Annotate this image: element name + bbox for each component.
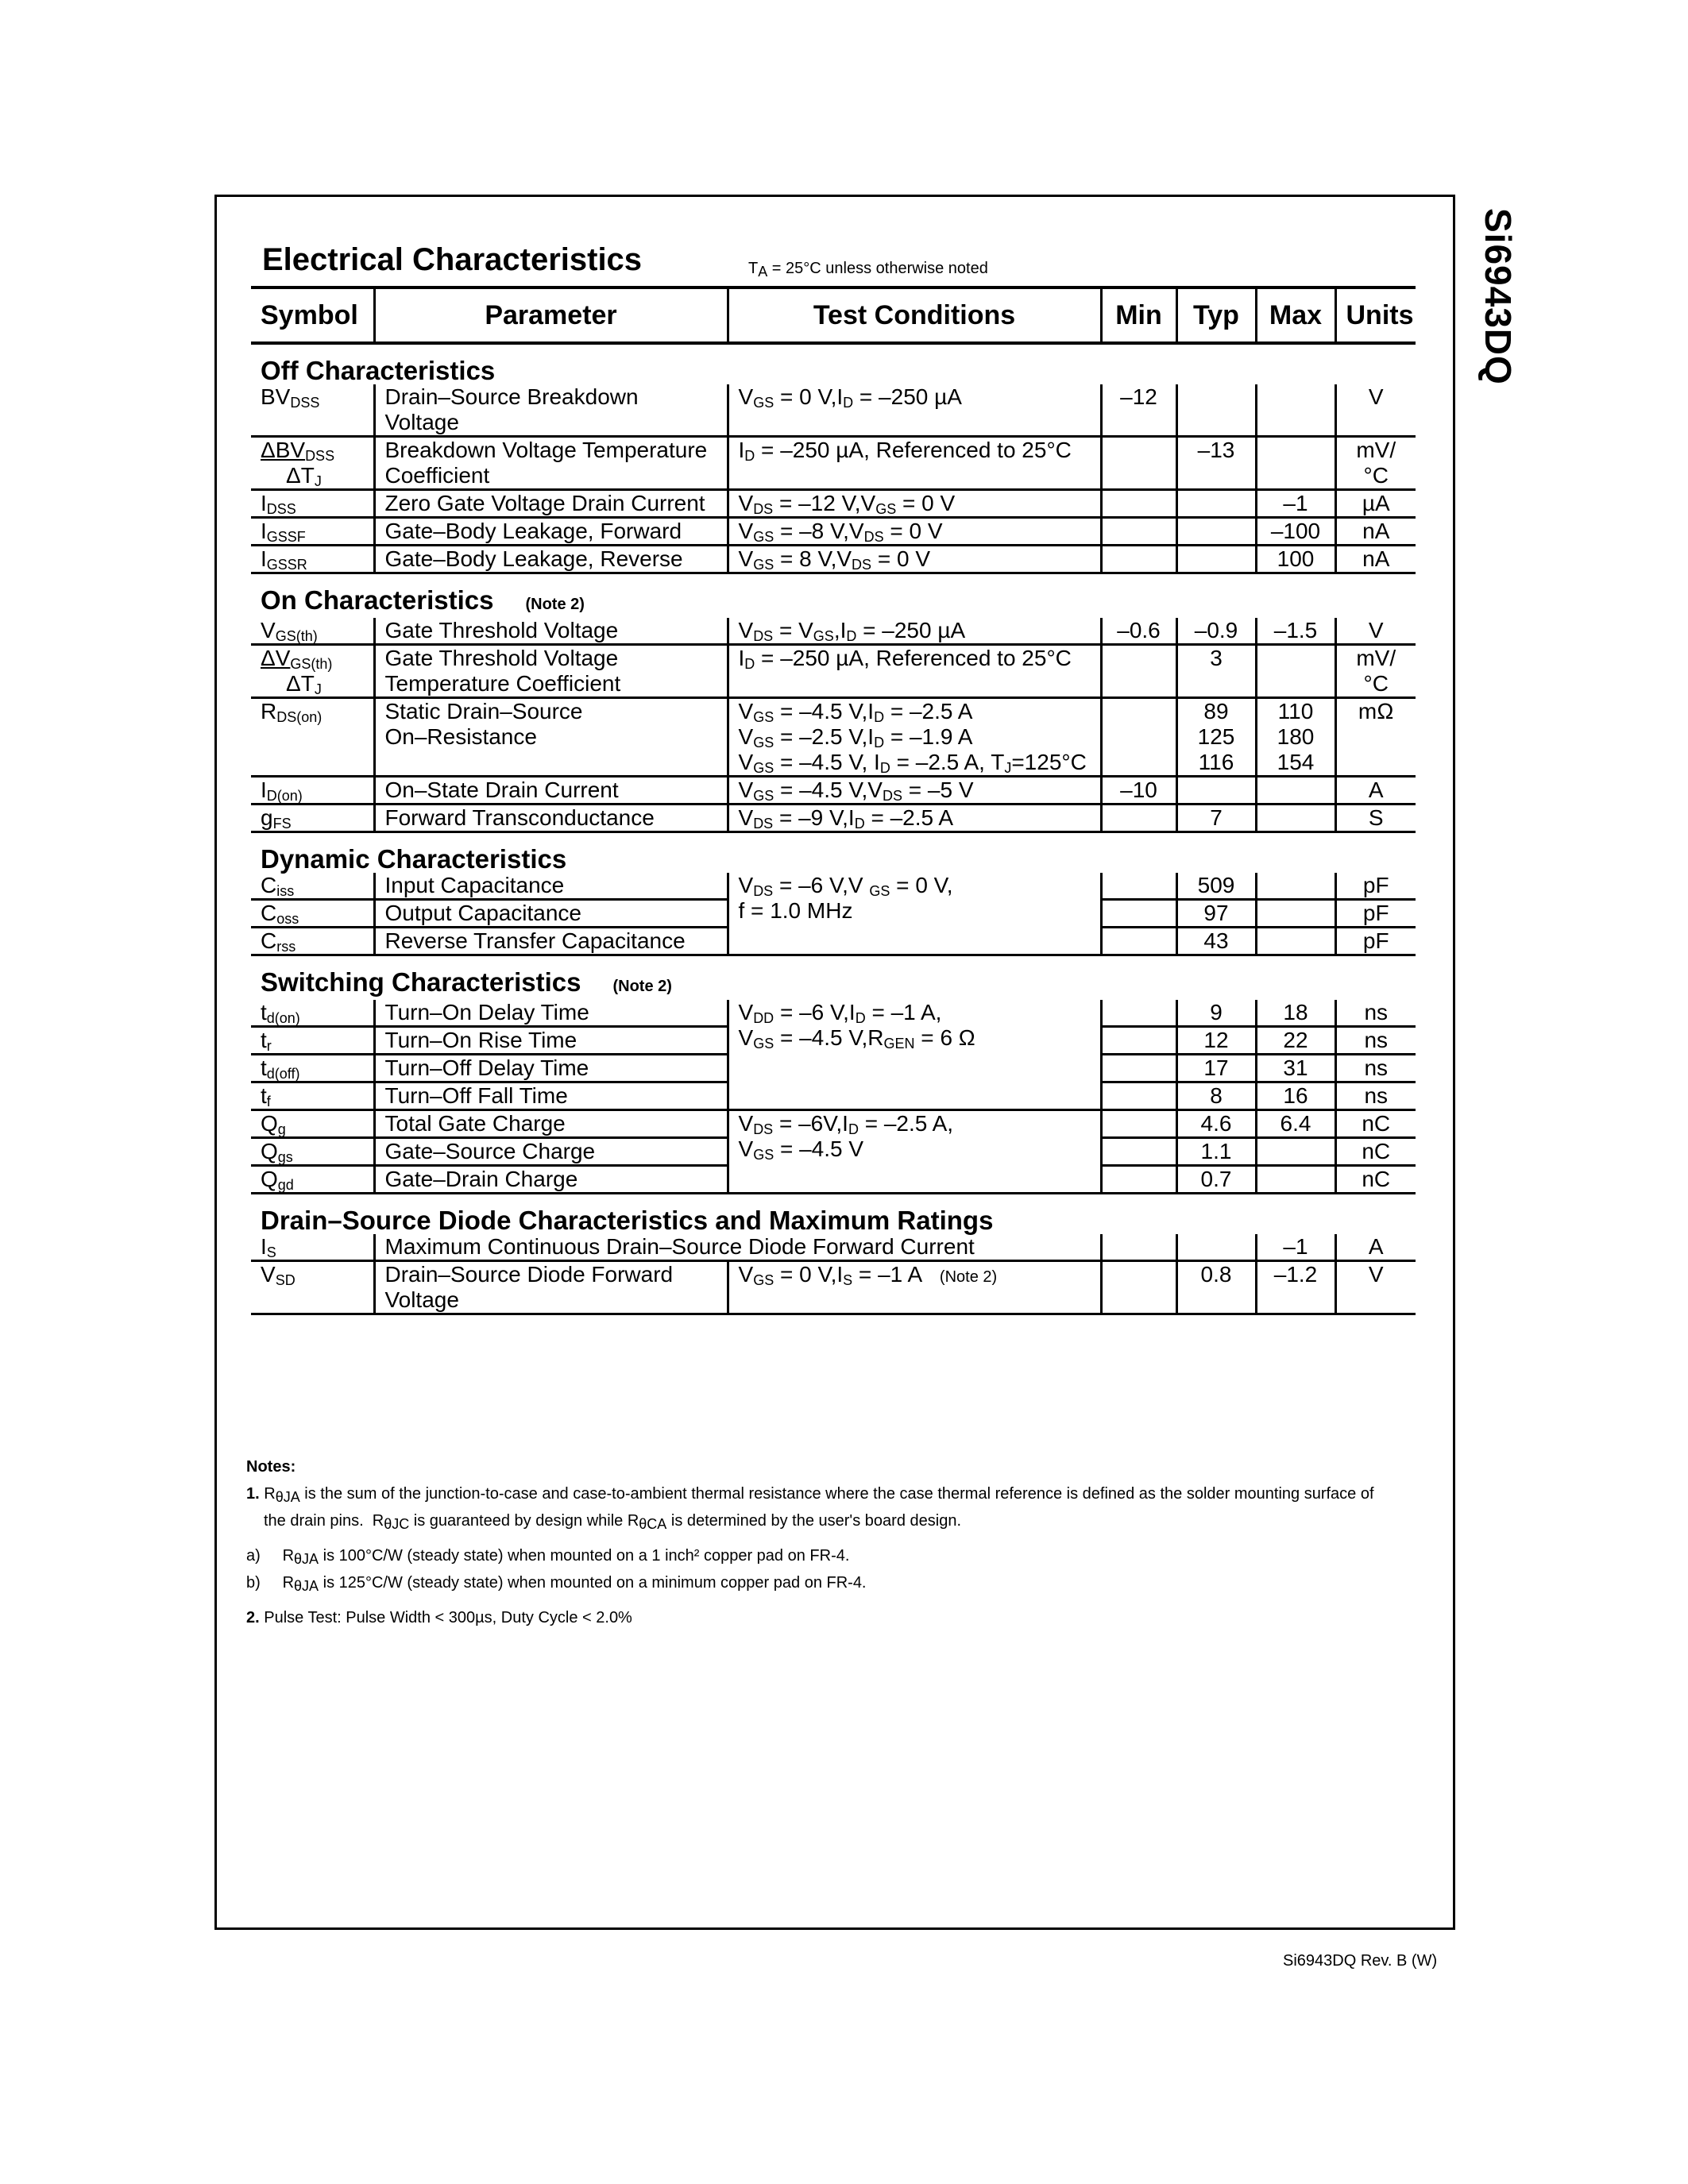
section-switching: Switching Characteristics (Note 2) (261, 967, 672, 997)
table-row: $g_{FS}$ Forward Transconductance $V_{DS} = -9$ $V,I_D = -2.5$ A 7 S (251, 805, 1416, 832)
table-header (251, 287, 1416, 343)
table-row: $t_r$ Turn–On Rise Time 12 22 ns (251, 1027, 1416, 1055)
col-test-conditions: Test Conditions (728, 287, 1101, 343)
table-row: $V_{GS(th)}$ Gate Threshold Voltage $V_{DS} = V_{GS},I_D = -250$ µA –0.6 –0.9 –1.5 V (251, 618, 1416, 645)
side-part-number: Si6943DQ (1477, 208, 1519, 385)
col-symbol: Symbol (251, 287, 374, 343)
table-row: $BV_{DSS}$ Drain–Source Breakdown Voltage $V_{GS} = 0$ $V,I_D = -250$ µA –12 V (251, 384, 1416, 437)
table-row: $\Delta V_{GS(th)}$ $\Delta T_J$ Gate Threshold Voltage Temperature Coefficient $I_D = -250$ µA, Referenced to 25°C 3 mV/°C (251, 645, 1416, 698)
table-row: $C_{oss}$ Output Capacitance 97 pF (251, 900, 1416, 928)
table-row: $I_S$ Maximum Continuous Drain–Source Diode Forward Current –1 A (251, 1234, 1416, 1261)
col-max: Max (1256, 287, 1335, 343)
table-row: $I_{GSSF}$ Gate–Body Leakage, Forward $V_{GS} = -8$ $V,V_{DS} = 0$ V –100 nA (251, 518, 1416, 546)
col-parameter: Parameter (374, 287, 728, 343)
table-row: $Q_g$ Total Gate Charge $V_{DS} = -6V,I_D = -2.5$ A, $V_{GS} = -4.5$ V 4.6 6.4 nC (251, 1110, 1416, 1138)
table-row: $Q_{gd}$ Gate–Drain Charge 0.7 nC (251, 1166, 1416, 1194)
footer-revision: Si6943DQ Rev. B (W) (1283, 1952, 1438, 1970)
table-row: $t_f$ Turn–Off Fall Time 8 16 ns (251, 1082, 1416, 1110)
section-off: Off Characteristics (261, 356, 496, 385)
electrical-characteristics-table (251, 286, 1416, 1315)
table-row: $\Delta BV_{DSS}$ $\Delta T_J$ Breakdown Voltage Temperature Coefficient $I_D = -250$ µA, Referenced to 25°C –13 mV/°C (251, 437, 1416, 490)
table-row: $I_{DSS}$ Zero Gate Voltage Drain Current $V_{DS} = -12$ $V,V_{GS} = 0$ V –1 µA (251, 490, 1416, 518)
table-row: $R_{DS(on)}$ Static Drain–Source On–Resistance $V_{GS} = -4.5$ $V,I_D = -2.5$ A $V_{GS} = -2.5$ $V,I_D = -1.9$ A $V_{GS} = -4.5$ V, $I_D = -2.5$ A, $T_J=125^\circ C$ 89 125 116 110 180 154 mΩ (251, 698, 1416, 777)
table-row: $V_{SD}$ Drain–Source Diode Forward Voltage $V_{GS} = 0$ $V,I_S = -1$ A (Note 2) 0.8 –1.2 V (251, 1261, 1416, 1314)
table-row: $t_{d(off)}$ Turn–Off Delay Time 17 31 ns (251, 1055, 1416, 1082)
table-row: $I_{D(on)}$ On–State Drain Current $V_{GS} = -4.5$ $V,V_{DS} = -5$ V –10 A (251, 777, 1416, 805)
table-row: $C_{iss}$ Input Capacitance $V_{DS} = -6$ V,V $_{GS}$ = 0 V, f = 1.0 MHz 509 pF (251, 873, 1416, 900)
notes: Notes: 1. $R_{\theta JA}$ is the sum of the junction-to-case and case-to-ambient thermal resistance where the case thermal reference is defined as the solder mounting surface of the drain pins. $R_{\theta JC}$ is guaranteed by design while $R_{\theta CA}$ is determined by the user's board design. a) $R_{\theta JA}$ is 100°C/W (steady state) when mounted on a 1 inch² copper pad on FR-4. b) $R_{\theta JA}$ is 125°C/W (steady state) when mounted on a minimum copper pad on FR-4. 2. Pulse Test: Pulse Width < 300µs, Duty Cycle < 2.0% (246, 1458, 1374, 1626)
heading-note: $T_A = 25^\circ C$ unless otherwise noted (748, 260, 988, 280)
section-diode: Drain–Source Diode Characteristics and Maximum Ratings (261, 1206, 994, 1235)
page-title: Electrical Characteristics (262, 242, 643, 277)
section-dynamic: Dynamic Characteristics (261, 844, 567, 874)
col-typ: Typ (1176, 287, 1256, 343)
table-row: $Q_{gs}$ Gate–Source Charge 1.1 nC (251, 1138, 1416, 1166)
table-row: $t_{d(on)}$ Turn–On Delay Time $V_{DD} = -6$ $V,I_D = -1$ A, $V_{GS} = -4.5$ $V,R_{GEN} = 6$ Ω 9 18 ns (251, 1000, 1416, 1027)
section-on: On Characteristics (Note 2) (261, 585, 585, 615)
table-row: $C_{rss}$ Reverse Transfer Capacitance 43 pF (251, 928, 1416, 955)
col-min: Min (1101, 287, 1176, 343)
table-row: $I_{GSSR}$ Gate–Body Leakage, Reverse $V_{GS} = 8$ $V,V_{DS} = 0$ V 100 nA (251, 546, 1416, 573)
col-units: Units (1335, 287, 1416, 343)
